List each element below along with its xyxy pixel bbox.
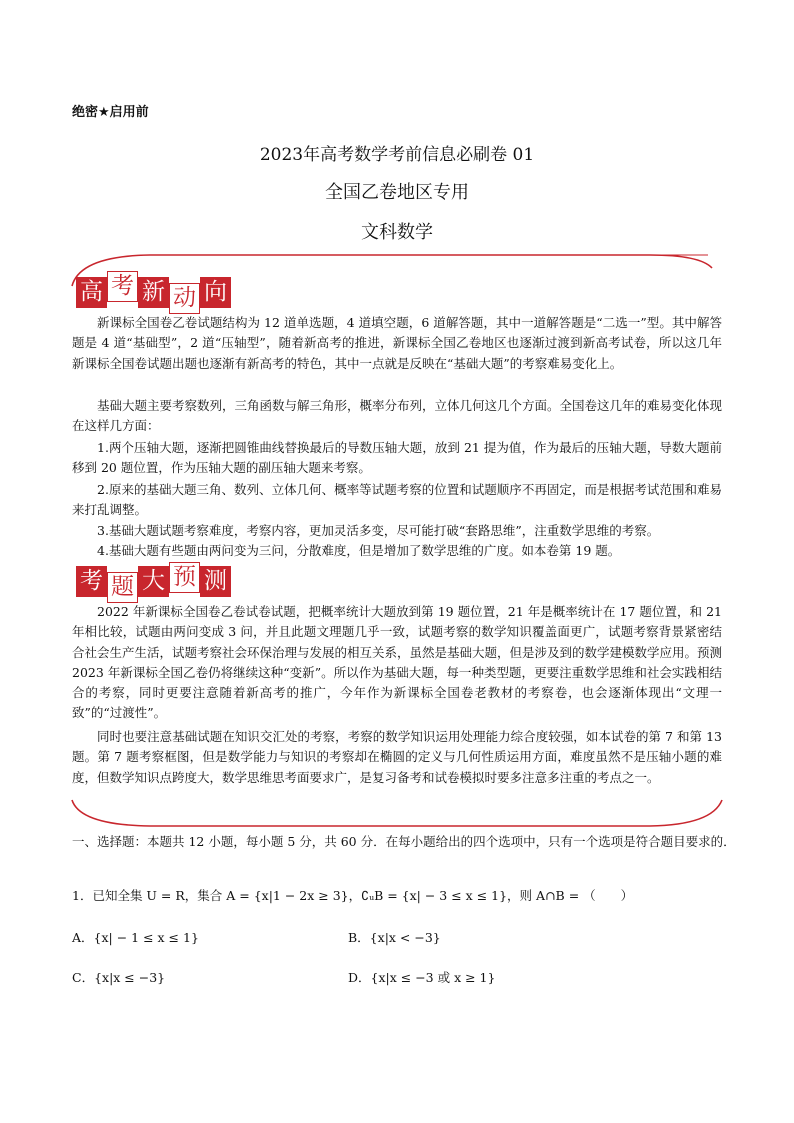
question-1-stem: 1．已知全集 U = R，集合 A = {x|1 − 2x ≥ 3}，∁ᵤB = {x| − 3 ≤ x ≤ 1}，则 A∩B = （ ）: [72, 888, 634, 903]
question-1-option-d: D．{x|x ≤ −3 或 x ≥ 1}: [348, 970, 496, 985]
badge-char: 新: [138, 277, 169, 308]
paragraph: 3.基础大题试题考察难度，考察内容，更加灵活多变，尽可能打破“套路思维”，注重数学思维的考察。: [97, 523, 660, 538]
question-1-option-b: B．{x|x < −3}: [348, 930, 441, 945]
section-badge-exam-forecast: [76, 564, 231, 600]
badge-char: 测: [200, 566, 231, 597]
confidential-mark: 绝密★启用前: [72, 105, 149, 120]
exam-subject: 文科数学: [361, 222, 433, 243]
section-badge-new-trends: [76, 273, 231, 311]
paragraph: 4.基础大题有些题由两问变为三问，分散难度，但是增加了数学思维的广度。如本卷第 19 题。: [97, 543, 621, 558]
paragraph: 2.原来的基础大题三角、数列、立体几何、概率等试题考察的位置和试题顺序不再固定，而是根据考试范围和难易来打乱调整。: [72, 482, 722, 518]
question-1-option-c: C．{x|x ≤ −3}: [72, 970, 166, 985]
badge-char: 向: [200, 277, 231, 308]
paragraph: 同时也要注意基础试题在知识交汇处的考察，考察的数学知识运用处理能力综合度较强，如本试卷的第 7 和第 13 题。第 7 题考察框图，但是数学能力与知识的考察却在椭圆的定义与几何性质运用方面，难度虽然不是压轴小题的难度，但数学知识点跨度大，数学思维思考面要求广，是复习备考和试卷模拟时要多注意多注重的考点之一。: [72, 729, 722, 785]
badge-char: 高: [76, 277, 107, 308]
badge-char: 大: [138, 566, 169, 597]
badge-char: 预: [169, 562, 200, 593]
paragraph: 新课标全国卷乙卷试题结构为 12 道单选题，4 道填空题，6 道解答题，其中一道解答题是“二选一”型。其中解答题是 4 道“基础型”，2 道“压轴型”，随着新高考的推进，新课标全国乙卷地区也逐渐过渡到新高考试卷，所以这几年新课标全国卷试题出题也逐渐有新高考的特色，其中一点就是反映在“基础大题”的考察难易变化上。: [72, 315, 722, 371]
badge-char: 考: [107, 271, 138, 302]
question-section-intro: 一、选择题：本题共 12 小题，每小题 5 分，共 60 分．在每小题给出的四个选项中，只有一个选项是符合题目要求的．: [72, 834, 736, 849]
badge-char: 考: [76, 566, 107, 597]
badge-char: 动: [169, 283, 200, 314]
paragraph: 基础大题主要考察数列，三角函数与解三角形，概率分布列，立体几何这几个方面。全国卷这几年的难易变化体现在这样几方面：: [72, 398, 723, 434]
question-1-option-a: A．{x| − 1 ≤ x ≤ 1}: [72, 930, 199, 945]
exam-title: 2023年高考数学考前信息必刷卷 01: [259, 145, 535, 165]
paragraph: 2022 年新课标全国卷乙卷试卷试题，把概率统计大题放到第 19 题位置，21 年是概率统计在 17 题位置，和 21 年相比较，试题由两问变成 3 问，并且此题文理题几乎一致，试题考察的数学知识覆盖面更广，试题考察背景紧密结合社会生产生活，试题考察社会环保治理与发展的相互关系，虽然是基础大题，但是涉及到的数学建模数学应用。预测 2023 年新课标全国乙卷仍将继续这种“变新”。所以作为基础大题，每一种类型题，更要注重数学思维和社会实践相结合的考察，同时更要注意随着新高考的推广，今年作为新课标全国卷老教材的考察卷，也会逐渐体现出“文理一致”的“过渡性”。: [72, 604, 723, 721]
badge-char: 题: [107, 572, 138, 603]
paragraph: 1.两个压轴大题，逐渐把圆锥曲线替换最后的导数压轴大题，放到 21 提为值，作为最后的压轴大题，导数大题前移到 20 题位置，作为压轴大题的副压轴大题来考察。: [72, 440, 722, 476]
exam-subtitle: 全国乙卷地区专用: [325, 182, 469, 203]
